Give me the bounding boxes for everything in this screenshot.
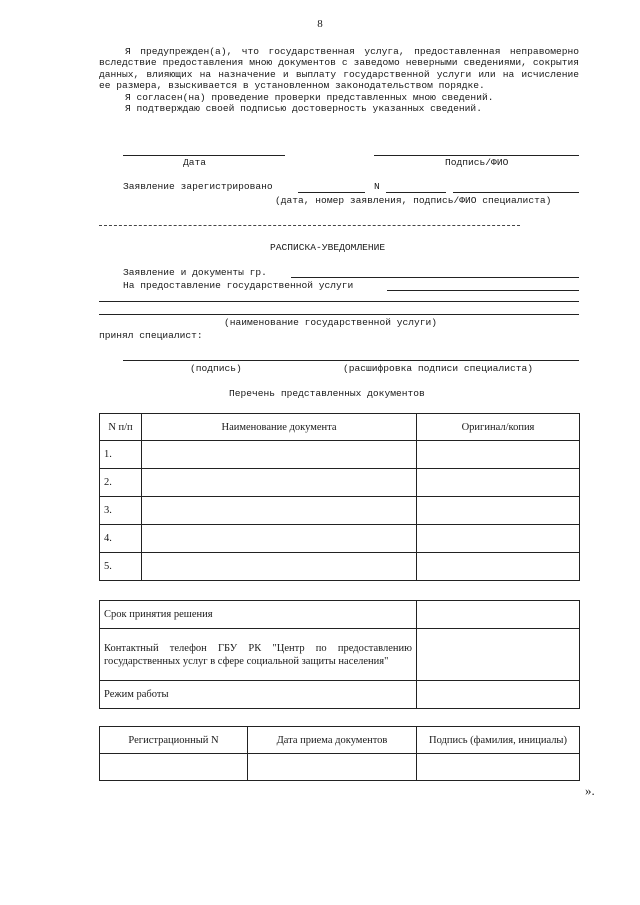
work-hours-label: Режим работы	[100, 681, 417, 709]
decoding-caption: (расшифровка подписи специалиста)	[343, 363, 533, 374]
page-number: 8	[317, 18, 323, 30]
registration-number-line[interactable]	[386, 192, 446, 193]
contact-phone-row	[100, 629, 580, 681]
header-registration-number: Регистрационный N	[100, 727, 248, 754]
accepted-by-label: принял специалист:	[99, 330, 203, 341]
original-copy-cell[interactable]	[417, 497, 580, 525]
service-caption: (наименование государственной услуги)	[224, 317, 438, 328]
table-row	[100, 525, 580, 553]
document-name-cell[interactable]	[142, 441, 417, 469]
confirm-line: Я подтверждаю своей подписью достоверность указанных сведений.	[125, 103, 482, 115]
row-number: 1.	[100, 441, 142, 469]
table-row	[100, 497, 580, 525]
row-number: 3.	[100, 497, 142, 525]
receipt-title: РАСПИСКА-УВЕДОМЛЕНИЕ	[270, 242, 386, 253]
applicant-name-line[interactable]	[291, 277, 579, 278]
row-number: 4.	[100, 525, 142, 553]
declaration-block	[99, 46, 579, 114]
work-hours-value[interactable]	[417, 681, 580, 709]
closing-mark: ».	[585, 783, 595, 798]
contact-phone-label: Контактный телефон ГБУ РК "Центр по предоставлению государственных услуг в сфере социальной защиты населения"	[100, 629, 417, 681]
document-name-cell[interactable]	[142, 497, 417, 525]
contact-phone-value[interactable]	[417, 629, 580, 681]
acceptance-date-cell[interactable]	[248, 754, 417, 781]
original-copy-cell[interactable]	[417, 525, 580, 553]
table-row	[100, 469, 580, 497]
consent-line: Я согласен(на) проведение проверки представленных мною сведений.	[125, 91, 494, 103]
signature-caption: (подпись)	[190, 363, 242, 374]
specialist-signature-line[interactable]	[123, 360, 579, 361]
signature-label: Подпись/ФИО	[445, 157, 509, 168]
documents-table-header	[100, 414, 580, 441]
registration-label: Заявление зарегистрировано	[123, 181, 273, 192]
registration-date-line[interactable]	[298, 192, 365, 193]
original-copy-cell[interactable]	[417, 469, 580, 497]
decision-term-row	[100, 601, 580, 629]
signature-line[interactable]	[374, 155, 579, 156]
original-copy-cell[interactable]	[417, 441, 580, 469]
decision-term-value[interactable]	[417, 601, 580, 629]
registration-table-header	[100, 727, 580, 754]
service-for-label: На предоставление государственной услуги	[123, 280, 354, 291]
service-name-line-1[interactable]	[387, 290, 579, 291]
signature-cell[interactable]	[417, 754, 580, 781]
document-name-cell[interactable]	[142, 553, 417, 581]
registration-number-sign: N	[374, 181, 380, 192]
work-hours-row	[100, 681, 580, 709]
decision-term-label: Срок принятия решения	[100, 601, 417, 629]
cut-line	[99, 225, 520, 226]
row-number: 2.	[100, 469, 142, 497]
original-copy-cell[interactable]	[417, 553, 580, 581]
header-document-name: Наименование документа	[142, 414, 417, 441]
registration-sign-line[interactable]	[453, 192, 579, 193]
documents-table	[99, 413, 580, 581]
registration-number-cell[interactable]	[100, 754, 248, 781]
service-name-line-2[interactable]	[99, 301, 579, 302]
table-row	[100, 553, 580, 581]
header-acceptance-date: Дата приема документов	[248, 727, 417, 754]
info-table	[99, 600, 580, 709]
documents-list-title: Перечень представленных документов	[229, 388, 425, 399]
warning-paragraph: Я предупрежден(а), что государственная услуга, предоставленная неправомерно вследствие предоставления мною документов с заведомо неверными сведениями, сокрытия данных, влияющих на назначение и выплату государственной услуги или на исчисление ее размера, взыскивается в установленном законодательством порядке.	[99, 46, 579, 92]
header-signature: Подпись (фамилия, инициалы)	[417, 727, 580, 754]
table-row	[100, 754, 580, 781]
row-number: 5.	[100, 553, 142, 581]
header-number: N п/п	[100, 414, 142, 441]
registration-caption: (дата, номер заявления, подпись/ФИО специалиста)	[275, 195, 552, 206]
document-name-cell[interactable]	[142, 525, 417, 553]
table-row	[100, 441, 580, 469]
registration-table	[99, 726, 580, 781]
document-name-cell[interactable]	[142, 469, 417, 497]
header-original-copy: Оригинал/копия	[417, 414, 580, 441]
service-name-line-3[interactable]	[99, 314, 579, 315]
date-label: Дата	[183, 157, 207, 168]
date-line[interactable]	[123, 155, 285, 156]
docs-from-label: Заявление и документы гр.	[123, 267, 267, 278]
